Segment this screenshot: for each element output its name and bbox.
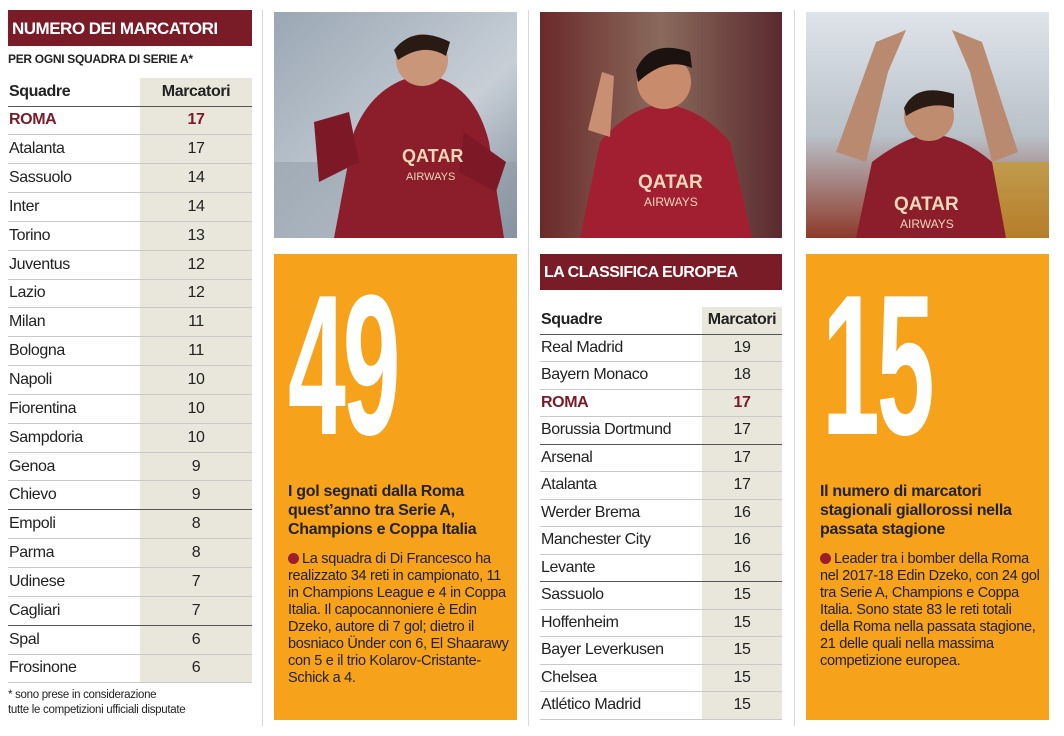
- team-name: Milan: [8, 308, 140, 337]
- team-name: Sassuolo: [8, 164, 140, 193]
- footnote: [8, 688, 252, 718]
- player-photo-1: [274, 12, 517, 238]
- scorer-count: 11: [140, 337, 252, 366]
- sponsor-text: AIRWAYS: [406, 171, 456, 183]
- team-name: Genoa: [8, 452, 140, 481]
- scorer-count: 15: [702, 664, 782, 692]
- bullet-icon: [820, 553, 831, 564]
- team-name: Atalanta: [8, 135, 140, 164]
- scorer-count: 9: [140, 452, 252, 481]
- col-header-team: Squadre: [8, 78, 140, 106]
- europe-table: [540, 307, 782, 720]
- big-number: 49: [288, 254, 398, 477]
- scorer-count: 8: [140, 510, 252, 539]
- scorer-count: 17: [702, 444, 782, 472]
- team-name: Chelsea: [540, 664, 702, 692]
- table-row: [8, 539, 252, 568]
- team-name: Arsenal: [540, 444, 702, 472]
- scorer-count: 13: [140, 221, 252, 250]
- team-name: Empoli: [8, 510, 140, 539]
- team-name: Hoffenheim: [540, 609, 702, 637]
- table-row: [540, 472, 782, 500]
- table-row: [540, 527, 782, 555]
- table-row: [540, 609, 782, 637]
- table-row: [8, 596, 252, 625]
- table-row: [540, 444, 782, 472]
- table-header-row: [540, 307, 782, 334]
- team-name: Atalanta: [540, 472, 702, 500]
- serie-a-subtitle: PER OGNI SQUADRA DI SERIE A*: [8, 52, 193, 66]
- player-photo-2: [540, 12, 782, 238]
- team-name: Bayern Monaco: [540, 362, 702, 390]
- table-row: [540, 582, 782, 610]
- table-row: [8, 221, 252, 250]
- table-row: [8, 279, 252, 308]
- team-name: Werder Brema: [540, 499, 702, 527]
- team-name: ROMA: [540, 389, 702, 417]
- table-row: [8, 250, 252, 279]
- table-row: [8, 568, 252, 597]
- stat-panel-49: [274, 254, 517, 720]
- table-row: [8, 193, 252, 222]
- scorer-count: 7: [140, 568, 252, 597]
- team-name: ROMA: [8, 106, 140, 135]
- sponsor-text: QATAR: [894, 194, 959, 215]
- scorer-count: 10: [140, 423, 252, 452]
- scorer-count: 7: [140, 596, 252, 625]
- team-name: Sassuolo: [540, 582, 702, 610]
- table-row: [8, 366, 252, 395]
- col-header-scorers: Marcatori: [140, 78, 252, 106]
- team-name: Sampdoria: [8, 423, 140, 452]
- team-name: Real Madrid: [540, 334, 702, 362]
- panel-body-text: La squadra di Di Francesco ha realizzato 34 reti in campionato, 11 in Champions League e 4 in Coppa Italia. Il capocannoniere è Edin Dzeko, autore di 7 gol; dietro il bosniaco Ünder con 6, El Shaarawy con 5 e il trio Kolarov-Cristante-Schick a 4.: [288, 551, 509, 686]
- table-row: [8, 510, 252, 539]
- table-row: [8, 308, 252, 337]
- table-row: [540, 417, 782, 445]
- scorer-count: 12: [140, 279, 252, 308]
- serie-a-table: [8, 78, 252, 683]
- table-row: [8, 625, 252, 654]
- panel-body: [820, 551, 1042, 670]
- team-name: Bologna: [8, 337, 140, 366]
- player-photo-3: [806, 12, 1049, 238]
- team-name: Torino: [8, 221, 140, 250]
- sponsor-text: AIRWAYS: [900, 217, 954, 231]
- column-divider: [794, 10, 795, 726]
- scorer-count: 17: [702, 389, 782, 417]
- scorer-count: 16: [702, 527, 782, 555]
- col-header-scorers: Marcatori: [702, 307, 782, 334]
- scorer-count: 6: [140, 625, 252, 654]
- europe-section: [540, 254, 782, 720]
- scorer-count: 9: [140, 481, 252, 510]
- sponsor-text: QATAR: [402, 146, 464, 166]
- sponsor-text: AIRWAYS: [644, 195, 698, 209]
- scorer-count: 18: [702, 362, 782, 390]
- serie-a-title: NUMERO DEI MARCATORI: [8, 10, 252, 46]
- scorer-count: 11: [140, 308, 252, 337]
- team-name: Levante: [540, 554, 702, 582]
- scorer-count: 14: [140, 164, 252, 193]
- team-name: Parma: [8, 539, 140, 568]
- panel-title: Il numero di marcatori stagionali giallorossi nella passata stagione: [820, 483, 1012, 538]
- table-row: [8, 337, 252, 366]
- scorer-count: 17: [702, 417, 782, 445]
- team-name: Lazio: [8, 279, 140, 308]
- scorer-count: 15: [702, 692, 782, 720]
- table-row: [8, 452, 252, 481]
- scorer-count: 10: [140, 394, 252, 423]
- bullet-icon: [288, 553, 299, 564]
- column-divider: [262, 10, 263, 726]
- team-name: Manchester City: [540, 527, 702, 555]
- table-row: [540, 499, 782, 527]
- table-row: [8, 481, 252, 510]
- team-name: Borussia Dortmund: [540, 417, 702, 445]
- table-row: [8, 106, 252, 135]
- footnote-line-1: * sono prese in considerazione: [8, 689, 157, 702]
- scorer-count: 19: [702, 334, 782, 362]
- table-row: [540, 389, 782, 417]
- scorer-count: 17: [140, 135, 252, 164]
- table-header-row: [8, 78, 252, 106]
- scorer-count: 15: [702, 609, 782, 637]
- panel-title: I gol segnati dalla Roma quest’anno tra Serie A, Champions e Coppa Italia: [288, 483, 477, 538]
- table-row: [8, 654, 252, 683]
- team-name: Udinese: [8, 568, 140, 597]
- team-name: Bayer Leverkusen: [540, 637, 702, 665]
- panel-body: [288, 551, 510, 687]
- scorer-count: 8: [140, 539, 252, 568]
- scorer-count: 17: [702, 472, 782, 500]
- column-divider: [528, 10, 529, 726]
- team-name: Inter: [8, 193, 140, 222]
- col-header-team: Squadre: [540, 307, 702, 334]
- table-row: [8, 423, 252, 452]
- team-name: Frosinone: [8, 654, 140, 683]
- team-name: Cagliari: [8, 596, 140, 625]
- team-name: Spal: [8, 625, 140, 654]
- europe-title: LA CLASSIFICA EUROPEA: [540, 254, 782, 290]
- scorer-count: 16: [702, 499, 782, 527]
- sponsor-text: QATAR: [638, 172, 703, 193]
- team-name: Juventus: [8, 250, 140, 279]
- table-row: [540, 664, 782, 692]
- team-name: Fiorentina: [8, 394, 140, 423]
- big-number: 15: [822, 254, 932, 477]
- scorer-count: 10: [140, 366, 252, 395]
- scorer-count: 12: [140, 250, 252, 279]
- scorer-count: 17: [140, 106, 252, 135]
- table-row: [8, 135, 252, 164]
- scorer-count: 14: [140, 193, 252, 222]
- table-row: [540, 692, 782, 720]
- scorer-count: 6: [140, 654, 252, 683]
- scorer-count: 15: [702, 637, 782, 665]
- footnote-line-2: tutte le competizioni ufficiali disputate: [8, 704, 186, 717]
- stat-panel-15: [806, 254, 1049, 720]
- serie-a-section: [8, 10, 252, 718]
- panel-body-text: Leader tra i bomber della Roma nel 2017-18 Edin Dzeko, con 24 gol tra Serie A, Champions e Coppa Italia. Sono state 83 le reti totali della Roma nella passata stagione, 21 delle quali nella massima competizione europea.: [820, 551, 1040, 669]
- team-name: Atlético Madrid: [540, 692, 702, 720]
- table-row: [8, 164, 252, 193]
- scorer-count: 16: [702, 554, 782, 582]
- table-row: [540, 334, 782, 362]
- table-row: [540, 362, 782, 390]
- table-row: [540, 554, 782, 582]
- table-row: [540, 637, 782, 665]
- team-name: Chievo: [8, 481, 140, 510]
- table-row: [8, 394, 252, 423]
- scorer-count: 15: [702, 582, 782, 610]
- team-name: Napoli: [8, 366, 140, 395]
